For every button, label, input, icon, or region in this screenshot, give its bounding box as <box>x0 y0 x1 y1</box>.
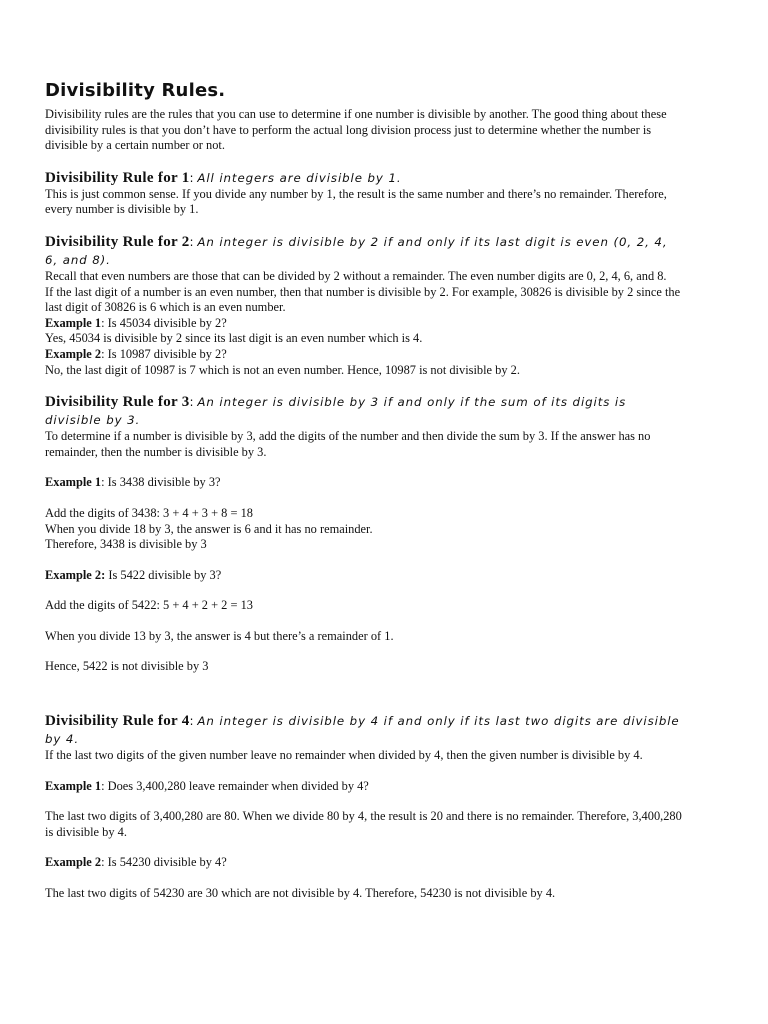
rule-1-heading: Divisibility Rule for 1: All integers are divisible by 1. <box>45 169 402 186</box>
rule-3-example-1-step-3: Therefore, 3438 is divisible by 3 <box>45 537 207 552</box>
rule-4-heading: Divisibility Rule for 4: An integer is divisible by 4 if and only if its last two digits are divisible by 4. <box>45 713 680 747</box>
rule-3-body: To determine if a number is divisible by 3, add the digits of the number and then divide the sum by 3. If the answer has no remainder, then the number is divisible by 3. <box>45 429 651 459</box>
rule-3-statement: An integer is divisible by 3 if and only if the sum of its digits is divisible by 3. <box>45 395 627 428</box>
rule-2-example-1-answer: Yes, 45034 is divisible by 2 since its last digit is an even number which is 4. <box>45 331 423 346</box>
rule-2-example-2-answer: No, the last digit of 10987 is 7 which is not an even number. Hence, 10987 is not divisible by 2. <box>45 362 520 377</box>
rule-3-example-1-step-2: When you divide 18 by 3, the answer is 6 and it has no remainder. <box>45 521 373 536</box>
example-label: Example 1 <box>45 475 102 490</box>
rule-2-body-1: Recall that even numbers are those that can be divided by 2 without a remainder. The even number digits are 0, 2, 4, 6, and 8. <box>45 268 667 283</box>
rule-2-label: Divisibility Rule for 2 <box>45 233 190 250</box>
intro-paragraph: Divisibility rules are the rules that you can use to determine if one number is divisible by another. The good thing about these divisibility rules is that you don’t have to perform the actual long division process just to determine whether the number is divisible by a certain number or not. <box>45 107 667 153</box>
example-label: Example 2: <box>45 567 106 582</box>
rule-3-example-1: Example 1: Is 3438 divisible by 3? <box>45 475 221 490</box>
rule-4-label: Divisibility Rule for 4 <box>45 713 190 730</box>
rule-4-example-1: Example 1: Does 3,400,280 leave remainder when divided by 4? <box>45 778 369 793</box>
rule-3-example-2-step-3: Hence, 5422 is not divisible by 3 <box>45 659 209 674</box>
rule-4-example-1-answer: The last two digits of 3,400,280 are 80. When we divide 80 by 4, the result is 20 and there is no remainder. Therefore, 3,400,280 is divisible by 4. <box>45 809 682 839</box>
rule-1-label: Divisibility Rule for 1 <box>45 169 190 186</box>
rule-2-example-1: Example 1: Is 45034 divisible by 2? <box>45 315 227 330</box>
rule-1-body: This is just common sense. If you divide any number by 1, the result is the same number and there’s no remainder. Therefore, every number is divisible by 1. <box>45 186 667 217</box>
page-title: Divisibility Rules. <box>45 80 226 101</box>
rule-4-example-2: Example 2: Is 54230 divisible by 4? <box>45 855 227 870</box>
example-label: Example 2 <box>45 346 102 361</box>
example-label: Example 1 <box>45 778 102 793</box>
rule-4-statement: An integer is divisible by 4 if and only if its last two digits are divisible by 4. <box>45 714 680 747</box>
rule-3-label: Divisibility Rule for 3 <box>45 394 190 411</box>
rule-2-body-2: If the last digit of a number is an even number, then that number is divisible by 2. For example, 30826 is divisible by 2 since the last digit of 30826 is 6 which is an even number. <box>45 284 681 315</box>
rule-2-example-2: Example 2: Is 10987 divisible by 2? <box>45 346 227 361</box>
rule-2-heading: Divisibility Rule for 2: An integer is divisible by 2 if and only if its last digit is even (0, 2, 4, 6, and 8). <box>45 233 668 267</box>
rule-4-body: If the last two digits of the given number leave no remainder when divided by 4, then the given number is divisible by 4. <box>45 748 643 763</box>
rule-3-example-2-step-2: When you divide 13 by 3, the answer is 4 but there’s a remainder of 1. <box>45 628 394 643</box>
rule-3-example-1-step-1: Add the digits of 3438: 3 + 4 + 3 + 8 = 18 <box>45 505 253 520</box>
rule-2-statement: An integer is divisible by 2 if and only if its last digit is even (0, 2, 4, 6, and 8). <box>45 234 668 267</box>
rule-1-statement: All integers are divisible by 1. <box>197 170 402 185</box>
document-page <box>45 80 685 902</box>
example-label: Example 2 <box>45 855 102 870</box>
example-label: Example 1 <box>45 315 102 330</box>
rule-3-heading: Divisibility Rule for 3: An integer is divisible by 3 if and only if the sum of its digits is divisible by 3. <box>45 394 627 428</box>
rule-3-example-2: Example 2: Is 5422 divisible by 3? <box>45 567 222 582</box>
rule-3-example-2-step-1: Add the digits of 5422: 5 + 4 + 2 + 2 = 13 <box>45 598 253 613</box>
rule-4-example-2-answer: The last two digits of 54230 are 30 which are not divisible by 4. Therefore, 54230 is not divisible by 4. <box>45 886 556 901</box>
